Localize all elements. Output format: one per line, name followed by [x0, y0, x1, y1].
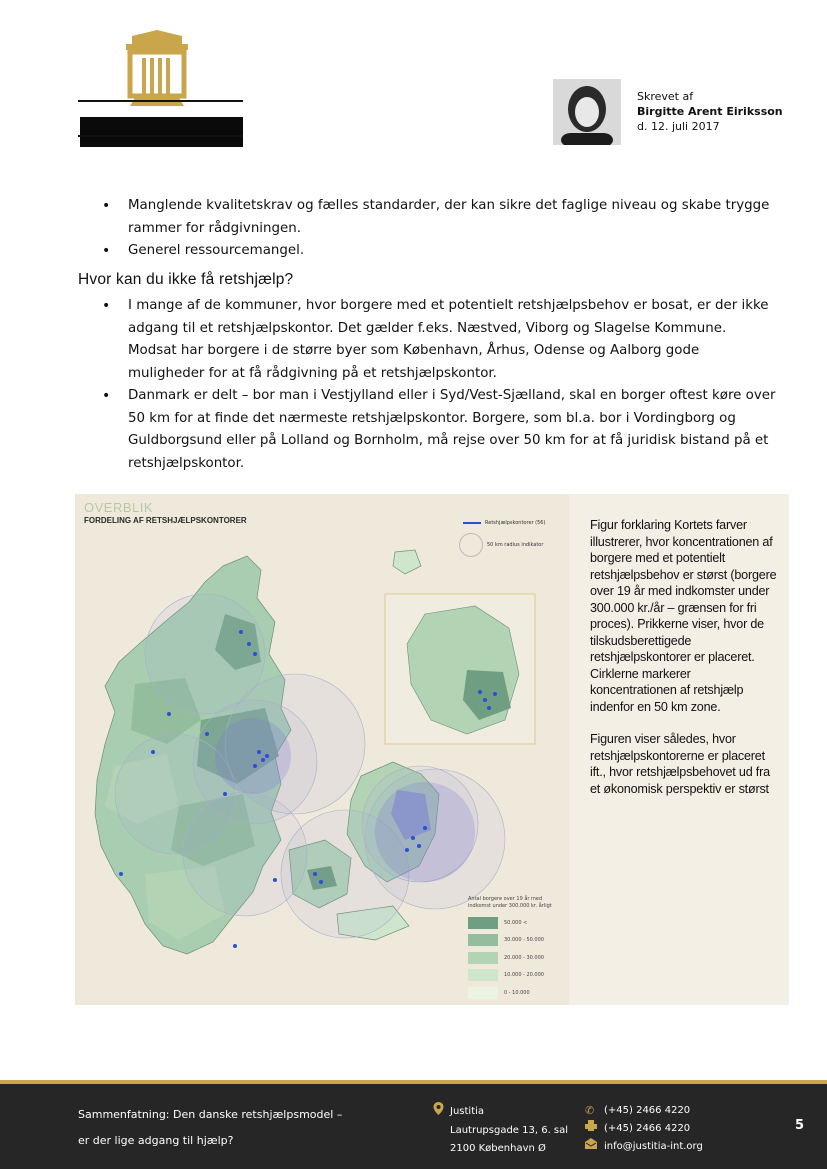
- email-icon: [585, 1138, 599, 1156]
- figure-title: FORDELING AF RETSHJÆLPSKONTORER: [84, 516, 247, 525]
- legend-scale-row: 10.000 - 20.000: [468, 967, 564, 985]
- caption-paragraph: Figur forklaring Kortets farver illustrerer, hvor koncentrationen af borgere med et potentielt retshjælpsbehov er størst (borgere over 19 år med indkomster under 300.000 kr./år – grænsen for fri proces). Prikkerne viser, hvor de tilskudsberettigede retshjælpskontorer er placeret. Cirklerne markerer koncentrationen af retshjælp indenfor en 50 km zone.: [590, 518, 777, 714]
- author-info: [637, 89, 783, 134]
- legend-swatch: [468, 934, 498, 946]
- street-address: Lautrupsgade 13, 6. sal: [450, 1125, 569, 1136]
- legend-scale-row: 30.000 - 50.000: [468, 932, 564, 950]
- legend-offices: Retshjælpskontorer (56): [463, 512, 545, 534]
- list-item: • I mange af de kommuner, hvor borgere med et potentielt retshjælpsbehov er bosat, er der ikke adgang til et retshjælpskontor. Det gælder f.eks. Næstved, Viborg og Slagelse Kommune. Modsat har borgere i de større byer som København, Århus, Odense og Aalborg gode muligheder for at få rådgivning på et retshjælpskontor.: [78, 295, 778, 385]
- publish-date: d. 12. juli 2017: [637, 120, 720, 133]
- map-legend-top: [463, 512, 545, 556]
- map-legend-scale: [468, 896, 564, 1002]
- pillar-emblem-icon: [122, 30, 192, 110]
- written-by-label: Skrevet af: [637, 90, 694, 103]
- logo-rule-bottom: [78, 135, 243, 137]
- footer-contact: [585, 1102, 703, 1156]
- phone-number[interactable]: (+45) 2466 4220: [604, 1105, 691, 1116]
- article-body: [78, 195, 778, 475]
- legend-swatch: [468, 969, 498, 981]
- legend-scale-row: 0 - 10.000: [468, 984, 564, 1002]
- logo-redacted-bar: [80, 117, 243, 147]
- footer-accent-line: [0, 1080, 827, 1084]
- logo-rule-top: [78, 100, 243, 102]
- org-name: Justitia: [450, 1106, 485, 1117]
- overview-figure: [75, 494, 789, 1005]
- city-address: 2100 København Ø: [450, 1143, 546, 1154]
- legend-swatch: [468, 987, 498, 999]
- legend-swatch: [468, 952, 498, 964]
- bullet-list-top: [78, 195, 778, 263]
- phone-icon: ✆: [585, 1104, 595, 1117]
- list-item: • Manglende kvalitetskrav og fælles standarder, der kan sikre det faglige niveau og skabe trygge rammer for rådgivningen.: [78, 195, 778, 240]
- footer-doc-title: Sammenfatning: Den danske retshjælpsmodel – er der lige adgang til hjælp?: [78, 1108, 343, 1147]
- legend-scale-title: Antal borgere over 19 år med indkomst under 300.000 kr. årligt: [468, 896, 552, 909]
- section-heading: Hvor kan du ikke få retshjælp?: [78, 270, 294, 288]
- bullet-list-bottom: [78, 295, 778, 475]
- location-pin-icon: [433, 1102, 445, 1122]
- denmark-map: [75, 494, 569, 1005]
- figure-caption: [590, 517, 780, 797]
- justitia-logo: [78, 30, 243, 145]
- legend-scale-row: 50.000 <: [468, 914, 564, 932]
- author-name: Birgitte Arent Eiriksson: [637, 105, 783, 118]
- page-number: 5: [795, 1118, 805, 1133]
- list-item: • Generel ressourcemangel.: [78, 240, 778, 263]
- figure-overline: OVERBLIK: [84, 500, 154, 515]
- email-address[interactable]: info@justitia-int.org: [604, 1141, 703, 1152]
- fax-icon: [585, 1120, 599, 1138]
- fax-number[interactable]: (+45) 2466 4220: [604, 1123, 691, 1134]
- footer-address: [433, 1102, 568, 1158]
- author-avatar: [553, 79, 621, 145]
- list-item: • Danmark er delt – bor man i Vestjylland eller i Syd/Vest-Sjælland, skal en borger oftest køre over 50 km for at finde det nærmeste retshjælpskontor. Borgere, som bl.a. bor i Vordingborg og Guldborgsund eller på Lolland og Bornholm, må rejse over 50 km for at få juridisk bistand på et retshjælpskontor.: [78, 385, 778, 475]
- radius-circle-icon: [459, 533, 483, 557]
- office-marker-icon: [463, 522, 481, 524]
- caption-paragraph: Figuren viser således, hvor retshjælpskontorerne er placeret ift., hvor retshjælpsbehovet ud fra et økonomisk perspektiv er størst: [590, 732, 770, 796]
- legend-scale-row: 20.000 - 30.000: [468, 949, 564, 967]
- legend-swatch: [468, 917, 498, 929]
- legend-radius: 50 km radius indikator: [463, 534, 545, 556]
- page-footer: [0, 1080, 827, 1169]
